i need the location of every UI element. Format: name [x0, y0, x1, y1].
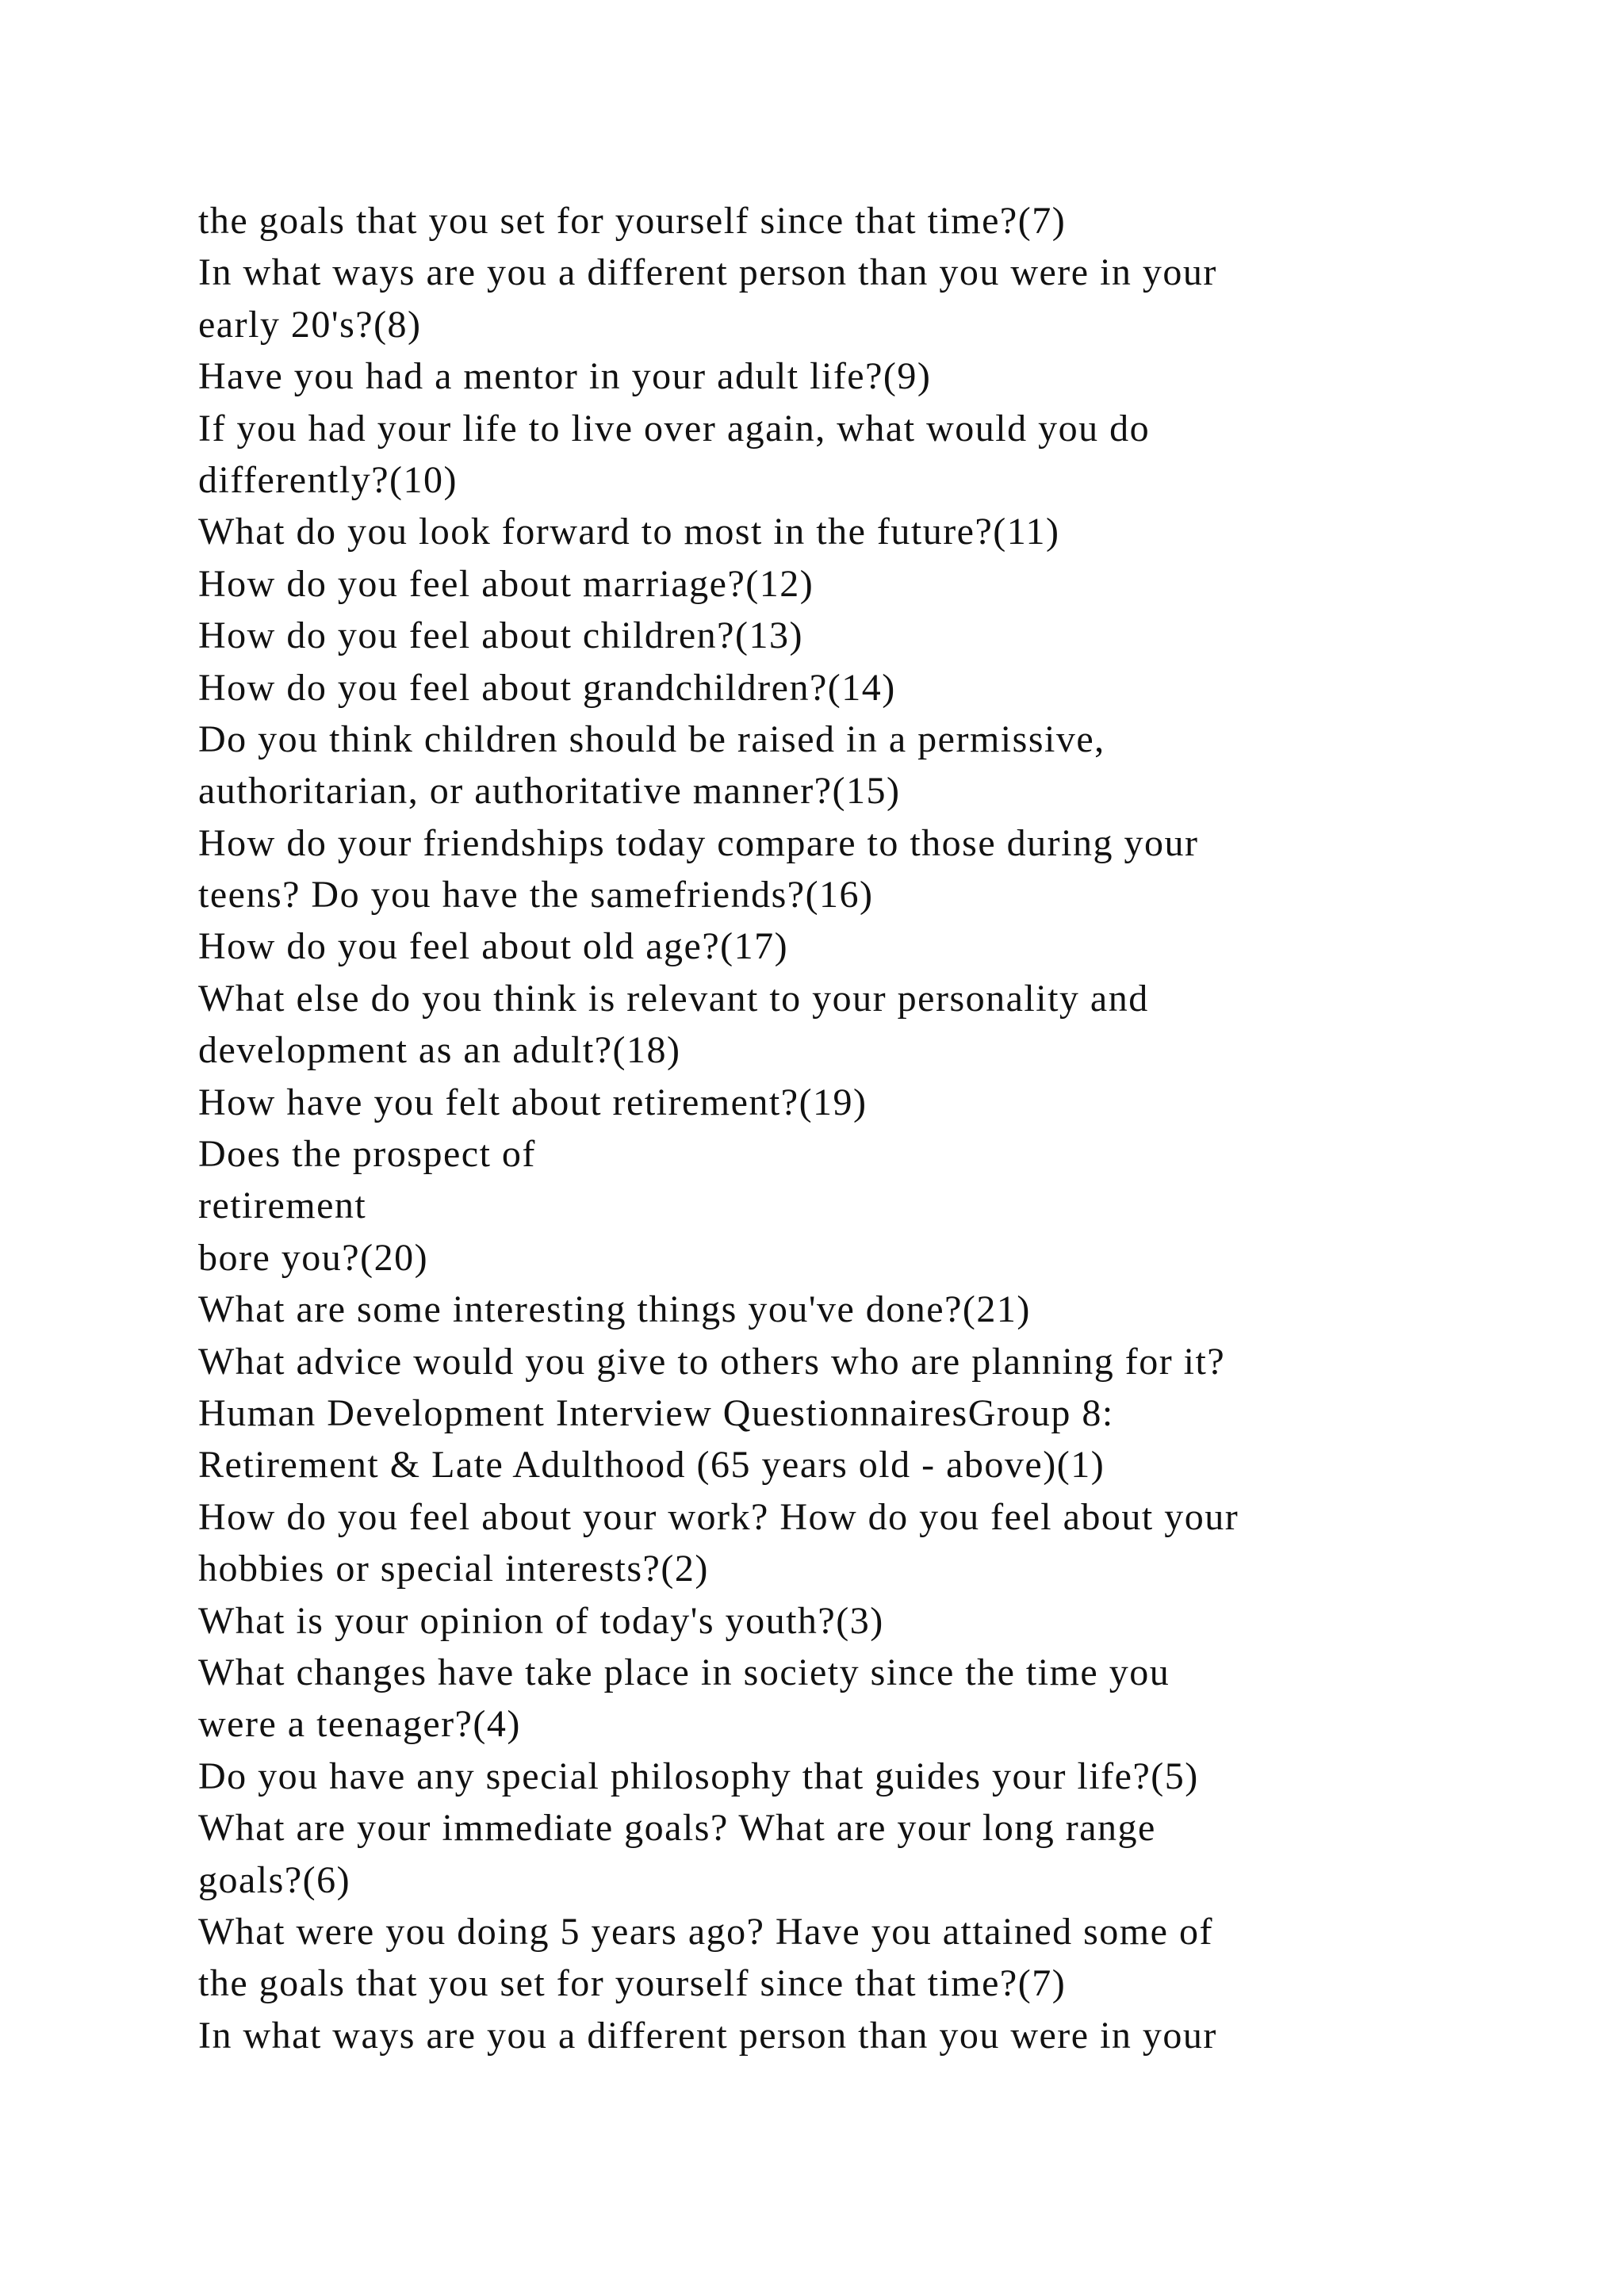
text-line: Do you think children should be raised in a permissive, [198, 718, 1105, 760]
text-line: What is your opinion of today's youth?(3) [198, 1599, 884, 1642]
text-line: differently?(10) [198, 458, 458, 501]
text-line: How do your friendships today compare to those during your [198, 821, 1199, 864]
text-line: the goals that you set for yourself since that time?(7) [198, 1962, 1067, 2005]
text-line: the goals that you set for yourself since that time?(7) [198, 200, 1067, 242]
text-line: were a teenager?(4) [198, 1703, 521, 1746]
text-line: bore you?(20) [198, 1236, 429, 1279]
text-line: Does the prospect of [198, 1133, 536, 1176]
text-line: development as an adult?(18) [198, 1029, 681, 1072]
text-line: goals?(6) [198, 1858, 351, 1901]
text-line: What are some interesting things you've done?(21) [198, 1288, 1031, 1331]
text-line: What advice would you give to others who are planning for it? [198, 1340, 1226, 1383]
text-line: Do you have any special philosophy that guides your life?(5) [198, 1755, 1199, 1797]
text-line: retirement [198, 1184, 367, 1227]
text-line: In what ways are you a different person than you were in your [198, 2014, 1217, 2057]
text-line: How do you feel about old age?(17) [198, 925, 789, 968]
text-line: Have you had a mentor in your adult life?(9) [198, 355, 932, 398]
text-line: How have you felt about retirement?(19) [198, 1081, 868, 1123]
text-line: What else do you think is relevant to your personality and [198, 977, 1149, 1020]
text-line: What are your immediate goals? What are your long range [198, 1807, 1156, 1850]
text-line: early 20's?(8) [198, 303, 422, 346]
text-line: hobbies or special interests?(2) [198, 1548, 709, 1590]
text-line: Human Development Interview QuestionnairesGroup 8: [198, 1391, 1114, 1434]
document-body [198, 195, 1467, 2061]
text-line: authoritarian, or authoritative manner?(15) [198, 770, 901, 813]
text-line: How do you feel about grandchildren?(14) [198, 666, 896, 709]
text-line: What do you look forward to most in the future?(11) [198, 511, 1060, 553]
text-line: Retirement & Late Adulthood (65 years old - above)(1) [198, 1444, 1105, 1487]
text-line: How do you feel about marriage?(12) [198, 562, 814, 605]
text-line: In what ways are you a different person than you were in your [198, 251, 1217, 294]
text-line: How do you feel about your work? How do you feel about your [198, 1495, 1239, 1538]
text-line: If you had your life to live over again, what would you do [198, 407, 1151, 450]
text-line: teens? Do you have the samefriends?(16) [198, 874, 874, 916]
text-line: What changes have take place in society since the time you [198, 1651, 1170, 1693]
text-line: How do you feel about children?(13) [198, 614, 803, 657]
text-line: What were you doing 5 years ago? Have you attained some of [198, 1910, 1213, 1953]
